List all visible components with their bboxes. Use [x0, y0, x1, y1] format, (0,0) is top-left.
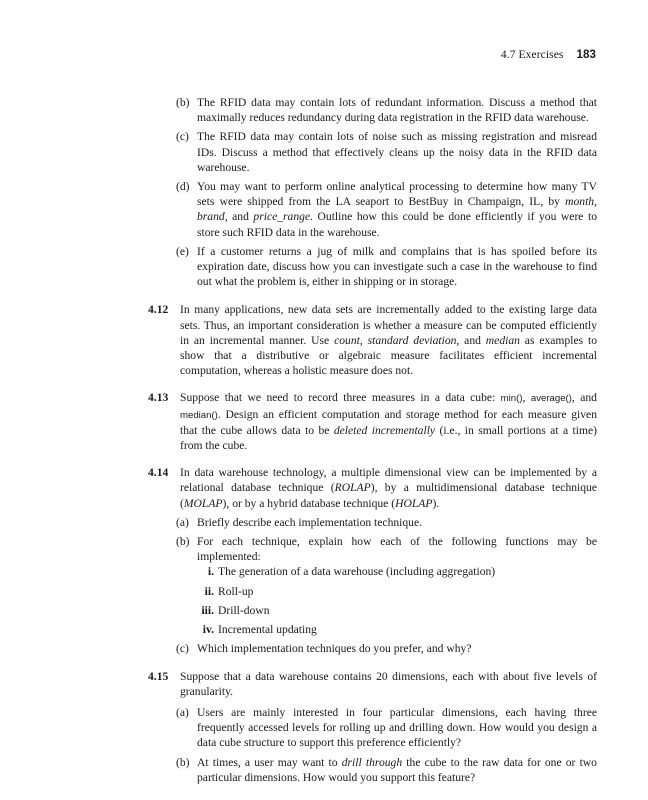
part-text: Users are mainly interested in four particular dimensions, each having three frequently accessed levels for rolling up and drilling down. How would you design a data cube structure to support this preference efficiently? [197, 705, 597, 750]
italic-term: count, standard deviation, [334, 333, 460, 347]
exercise-text: Suppose that a data warehouse contains 20 dimensions, each with about five levels of granularity. [180, 669, 597, 698]
part-label: (b) [176, 535, 190, 549]
exercise-4-14-item-i [148, 564, 597, 579]
exercise-4-15-part-b [148, 755, 597, 785]
part-text: The RFID data may contain lots of noise such as missing registration and misread IDs. Discuss a method that effectively cleans up the noisy data in the RFID data warehouse. [197, 130, 597, 174]
page-number: 183 [576, 49, 596, 61]
exercise-stem [148, 669, 597, 699]
exercise-4-13 [148, 390, 597, 453]
code-term: min() [500, 393, 523, 405]
exercise-number: 4.12 [148, 303, 169, 317]
exercise-text: ), by a multidimensional database technique ( [180, 481, 597, 510]
italic-term: price_range. [253, 210, 313, 224]
page-body [148, 95, 597, 797]
italic-term: MOLAP [183, 496, 223, 510]
exercise-4-14-item-iv [148, 622, 597, 637]
exercise-4-15 [148, 669, 597, 785]
part-label: (c) [176, 642, 189, 656]
part-label: (a) [176, 515, 189, 529]
item-label: ii. [204, 584, 214, 598]
italic-term: deleted incrementally [333, 423, 436, 437]
part-label: (b) [176, 96, 190, 109]
part-text: If a customer returns a jug of milk and complains that is has spoiled before its expiration date, discuss how you can investigate such a case in the warehouse to find out what the problem is, either in shipping or in storage. [197, 244, 597, 289]
exercise-4-11-part-c [148, 129, 597, 175]
part-text: At times, a user may want to [197, 755, 342, 769]
exercise-text: In data warehouse technology, a multiple dimensional view can be implemented by a relational database technique ( [180, 466, 597, 495]
part-label: (e) [176, 244, 189, 258]
exercise-text: ), or by a hybrid database technique ( [222, 496, 396, 510]
item-label: iv. [202, 623, 214, 637]
part-text: For each technique, explain how each of the following functions may be implemented: [197, 535, 597, 564]
exercise-number: 4.14 [148, 466, 169, 480]
exercise-4-11-part-b [148, 95, 597, 125]
item-text: Drill-down [218, 603, 270, 617]
exercise-number: 4.15 [148, 669, 169, 683]
item-label: i. [207, 565, 214, 579]
exercise-4-14-part-b [148, 534, 597, 564]
exercise-stem [148, 465, 597, 511]
item-text: Incremental updating [218, 623, 317, 637]
part-text: The RFID data may contain lots of redundant information. Discuss a method that maximally reduces redundancy during data registration in the RFID data warehouse. [197, 96, 597, 125]
exercise-text: Suppose that we need to record three measures in a data cube: [180, 391, 501, 405]
exercise-text: In many applications, new data sets are incrementally added to the existing large data sets. Thus, an important consideration is whether a measure can be computed efficiently in an incremental manner. Use [180, 303, 597, 347]
italic-term: drill through [341, 755, 403, 769]
part-text: Briefly describe each implementation technique. [197, 515, 423, 529]
part-label: (b) [176, 755, 190, 769]
item-label: iii. [201, 603, 214, 617]
exercise-text: . Design an efficient computation and storage method for each measure given that the cube allows data to be [180, 407, 597, 437]
exercise-4-15-part-a [148, 705, 597, 751]
page-header [501, 49, 596, 61]
exercise-4-14 [148, 465, 597, 656]
italic-term: month, [565, 195, 597, 209]
part-label: (a) [176, 705, 189, 719]
italic-term: brand, [197, 210, 228, 224]
exercise-4-14-part-c [148, 641, 597, 656]
exercise-text: (i.e., in small portions at a time) from the cube. [180, 423, 597, 453]
item-text: Roll-up [218, 584, 254, 598]
part-text: You may want to perform online analytical processing to determine how many TV sets were shipped from the LA seaport to BestBuy in Champaign, IL, by [197, 180, 597, 209]
part-text: and [227, 210, 254, 224]
exercise-4-14-item-iii [148, 603, 597, 618]
italic-term: median [485, 333, 520, 347]
part-text: Which implementation techniques do you prefer, and why? [197, 642, 472, 656]
exercise-4-11-part-e [148, 244, 597, 290]
italic-term: ROLAP [334, 481, 371, 495]
exercise-text: ). [432, 496, 440, 510]
item-text: The generation of a data warehouse (including aggregation) [218, 565, 496, 579]
part-text: the cube to the raw data for one or two particular dimensions. How would you support this feature? [197, 755, 597, 784]
exercise-4-12 [148, 302, 597, 378]
exercise-number: 4.13 [148, 391, 169, 405]
running-head-section: 4.7 Exercises [500, 49, 564, 61]
exercise-text: as examples to show that a distributive or algebraic measure facilitates efficient incremental computation, whereas a holistic measure does not. [180, 333, 597, 378]
exercise-4-11-part-d [148, 179, 597, 240]
exercise-4-14-part-a [148, 515, 597, 530]
italic-term: HOLAP [395, 496, 433, 510]
part-label: (c) [176, 130, 189, 144]
code-term: average() [530, 393, 572, 405]
exercise-text: , and [571, 391, 597, 405]
part-text: Outline how this could be done efficiently if you were to store such RFID data in the warehouse. [197, 210, 597, 239]
exercise-text: and [459, 333, 486, 347]
code-term: median() [180, 409, 218, 421]
part-label: (d) [176, 180, 190, 194]
exercise-4-14-item-ii [148, 584, 597, 599]
exercise-text: , [522, 391, 531, 405]
